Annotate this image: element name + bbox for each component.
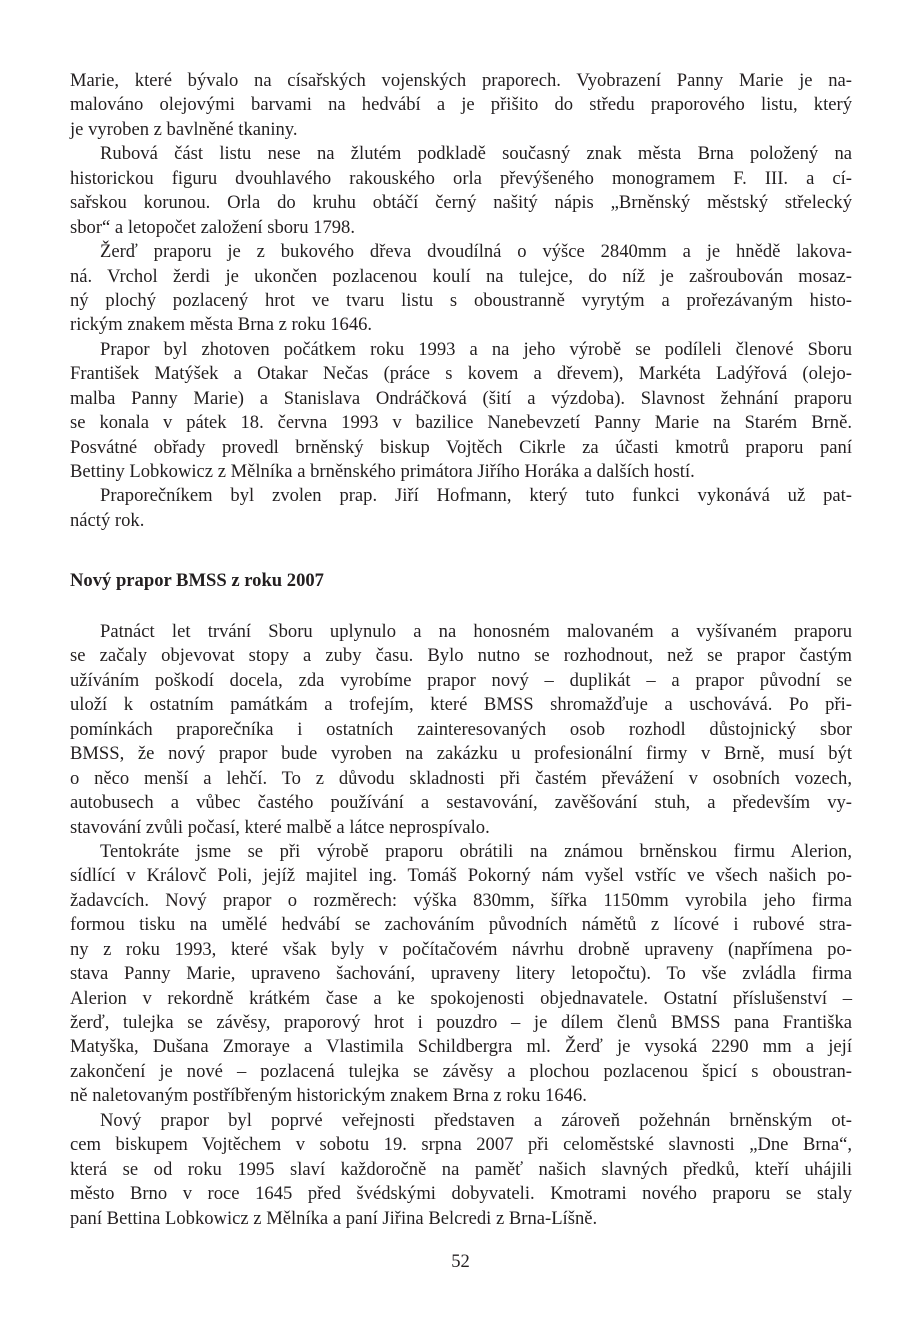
text-line: užíváním poškodí docela, zda vyrobíme prapor nový – duplikát – a prapor původní se — [70, 669, 852, 691]
text-line: o něco menší a lehčí. To z důvodu skladnosti při častém převážení v osobních vozech, — [70, 767, 852, 789]
text-line: Tentokráte jsme se při výrobě praporu obrátili na známou brněnskou firmu Alerion, — [100, 840, 852, 862]
text-line: zakončení je nové – pozlacená tulejka se závěsy a plochou pozlacenou špicí s oboustran- — [70, 1060, 852, 1082]
text-line: město Brno v roce 1645 před švédskými dobyvateli. Kmotrami nového praporu se staly — [70, 1183, 852, 1205]
text-line: BMSS, že nový prapor bude vyroben na zakázku u profesionální firmy v Brně, musí být — [70, 743, 852, 765]
text-line: Bettiny Lobkowicz z Mělníka a brněnského primátora Jiřího Horáka a dalších hostí. — [70, 461, 695, 482]
paragraph — [70, 142, 852, 240]
text-line: se konala v pátek 18. června 1993 v bazilice Nanebevzetí Panny Marie na Starém Brně. — [70, 412, 852, 434]
paragraph — [70, 240, 852, 338]
text-line: Patnáct let trvání Sboru uplynulo a na honosném malovaném a vyšívaném praporu — [100, 621, 852, 642]
section-2-body — [70, 620, 852, 1231]
text-line: se začaly objevovat stopy a zuby času. Bylo nutno se rozhodnout, než se prapor častým — [70, 645, 852, 667]
text-line: pomínkách praporečníka i ostatních zainteresovaných osob rozhodl důstojnický sbor — [70, 718, 852, 740]
text-line: je vyroben z bavlněné tkaniny. — [70, 118, 298, 140]
paragraph — [70, 1109, 852, 1231]
text-line: která se od roku 1995 slaví každoročně na paměť našich slavných předků, kteří uhájili — [70, 1158, 852, 1180]
text-line: Marie, které bývalo na císařských vojenských praporech. Vyobrazení Panny Marie je na- — [70, 70, 852, 91]
text-line: sařskou korunou. Orla do kruhu obtáčí černý našitý nápis „Brněnský městský střelecký — [70, 192, 852, 214]
paragraph — [70, 69, 852, 142]
text-line: náctý rok. — [70, 509, 145, 531]
page-number: 52 — [451, 1251, 470, 1272]
text-line: Praporečníkem byl zvolen prap. Jiří Hofmann, který tuto funkci vykonává už pat- — [100, 485, 852, 507]
text-line: ná. Vrchol žerdi je ukončen pozlacenou koulí na tulejce, do níž je zašroubován mosaz- — [70, 265, 852, 287]
section-1-body — [70, 69, 852, 533]
paragraph — [70, 620, 852, 840]
text-line: uloží k ostatním památkám a trofejím, které BMSS shromažďuje a uschovává. Po při- — [70, 694, 852, 716]
text-line: rickým znakem města Brna z roku 1646. — [70, 314, 373, 336]
text-line: malováno olejovými barvami na hedvábí a je přišito do středu praporového listu, který — [70, 94, 852, 116]
text-line: paní Bettina Lobkowicz z Mělníka a paní Jiřina Belcredi z Brna-Líšně. — [70, 1207, 598, 1229]
paragraph — [70, 484, 852, 533]
text-line: žerď, tulejka se závěsy, praporový hrot i pouzdro – je dílem členů BMSS pana Františka — [70, 1012, 852, 1033]
text-line: žadavcích. Nový prapor o rozměrech: výška 830mm, šířka 1150mm vyrobila jeho firma — [70, 889, 852, 911]
text-line: autobusech a vůbec častého používání a sestavování, zavěšování stuh, a především vy- — [70, 792, 852, 814]
text-line: formou tisku na umělé hedvábí se zachováním původních námětů z lícové i rubové stra- — [70, 914, 852, 936]
text-line: malba Panny Marie) a Stanislava Ondráčková (šití a výzdoba). Slavnost žehnání praporu — [70, 387, 852, 409]
text-line: Rubová část listu nese na žlutém podkladě současný znak města Brna položený na — [100, 143, 852, 165]
text-line: Posvátné obřady provedl brněnský biskup Vojtěch Cikrle za účasti kmotrů praporu paní — [70, 436, 852, 458]
text-line: Nový prapor byl poprvé veřejnosti představen a zároveň požehnán brněnským ot- — [100, 1109, 852, 1131]
section-heading: Nový prapor BMSS z roku 2007 — [70, 570, 324, 591]
text-line: Matyška, Dušana Zmoraye a Vlastimila Schildbergra ml. Žerď je vysoká 2290 mm a její — [70, 1036, 852, 1058]
text-line: stavování zvůli počasí, které malbě a látce neprospívalo. — [70, 816, 490, 838]
text-line: ný plochý pozlacený hrot ve tvaru listu s oboustranně vyrytým a prořezávaným histo- — [70, 289, 852, 311]
text-line: historickou figuru dvouhlavého rakouského orla převýšeného monogramem F. III. a cí- — [70, 167, 852, 189]
paragraph — [70, 840, 852, 1109]
text-line: ně naletovaným postříbřeným historickým znakem Brna z roku 1646. — [70, 1085, 587, 1107]
text-line: Žerď praporu je z bukového dřeva dvoudílná o výšce 2840mm a je hnědě lakova- — [100, 241, 852, 263]
text-line: ny z roku 1993, které však byly v počítačovém návrhu drobně upraveny (napřímena po- — [70, 938, 852, 960]
paragraph — [70, 338, 852, 485]
text-line: Prapor byl zhotoven počátkem roku 1993 a na jeho výrobě se podíleli členové Sboru — [100, 338, 852, 360]
text-line: stava Panny Marie, upraveno šachování, upraveny litery letopočtu). To vše zvládla firma — [70, 963, 852, 985]
text-line: František Matýšek a Otakar Nečas (práce s kovem a dřevem), Markéta Ladýřová (olejo- — [70, 363, 852, 385]
text-line: sbor“ a letopočet založení sboru 1798. — [70, 216, 356, 238]
text-line: cem biskupem Vojtěchem v sobotu 19. srpna 2007 při celoměstské slavnosti „Dne Brna“, — [70, 1134, 852, 1156]
text-line: sídlící v Královč Poli, jejíž majitel ing. Tomáš Pokorný nám vyšel vstříc ve všech našich po- — [70, 865, 852, 887]
text-line: Alerion v rekordně krátkém čase a ke spokojenosti objednavatele. Ostatní příslušenství – — [70, 987, 852, 1009]
